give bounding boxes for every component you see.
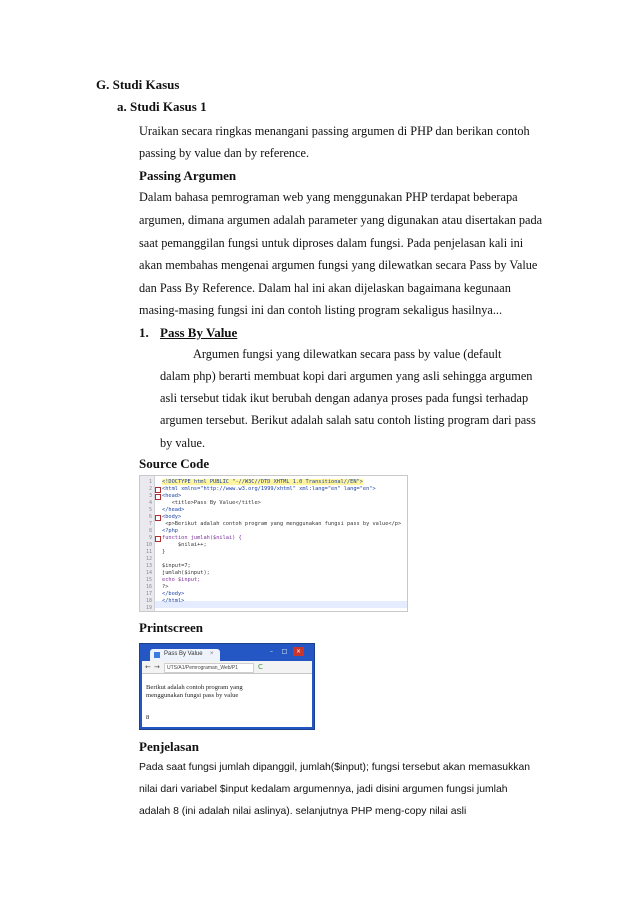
line-number: 2 [148, 486, 152, 492]
subsection-heading: a. Studi Kasus 1 [117, 99, 207, 114]
line-number: 3 [148, 493, 152, 499]
code-line: <body> [162, 514, 182, 520]
browser-toolbar [142, 661, 312, 674]
paragraph-line: Dalam bahasa pemrograman web yang menggunakan PHP terdapat beberapa [139, 190, 518, 204]
line-number: 18 [145, 598, 152, 604]
code-line: <html xmlns="http://www.w3.org/1999/xhtml" xml:lang="en" lang="en"> [162, 486, 376, 492]
code-line: </body> [162, 591, 185, 597]
fold-marker-icon [155, 536, 161, 542]
paragraph-line: asli tersebut tidak ikut berubah dengan adanya proses pada fungsi terhadap [160, 391, 529, 405]
line-number: 1 [148, 479, 152, 485]
code-editor-screenshot [139, 475, 408, 612]
line-number: 10 [145, 542, 152, 548]
line-number: 11 [145, 549, 152, 555]
line-number: 9 [148, 535, 152, 541]
back-arrow-icon: ← [145, 663, 151, 671]
intro-line: passing by value dan by reference. [139, 146, 310, 160]
page-output: 8 [146, 714, 150, 721]
tab-close-icon: × [210, 651, 214, 657]
code-line: $nilai++; [162, 542, 207, 548]
penjelasan-line: Pada saat fungsi jumlah dipanggil, jumlah($input); fungsi tersebut akan memasukkan [139, 762, 531, 773]
code-line: jumlah($input); [162, 570, 210, 576]
browser-page-content [142, 674, 312, 727]
section-heading: G. Studi Kasus [96, 77, 180, 92]
paragraph-line: dan Pass By Reference. Dalam hal ini akan dijelaskan bagaimana kegunaan [139, 281, 511, 295]
pass-by-value-number: 1. [139, 325, 149, 340]
browser-tab [150, 649, 220, 661]
penjelasan-line: adalah 8 (ini adalah nilai aslinya). selanjutnya PHP meng-copy nilai asli [139, 806, 467, 817]
paragraph-line: Argumen fungsi yang dilewatkan secara pass by value (default [193, 347, 502, 361]
code-line: </head> [162, 507, 185, 513]
pass-by-value-title: Pass By Value [160, 325, 238, 340]
code-line: echo $input; [162, 577, 201, 583]
line-number: 5 [148, 507, 152, 513]
line-number: 16 [145, 584, 152, 590]
paragraph-line: argumen tersebut. Berikut adalah salah satu contoh listing program dari pass [160, 413, 536, 427]
code-line: <p>Berikut adalah contoh program yang menggunakan fungsi pass by value</p> [162, 521, 402, 527]
penjelasan-label: Penjelasan [139, 739, 199, 754]
line-number: 19 [145, 605, 152, 611]
line-number: 17 [145, 591, 152, 597]
page-paragraph: Berikut adalah contoh program yang menggunakan fungsi pass by value [146, 684, 243, 699]
code-line: } [162, 549, 166, 555]
intro-line: Uraikan secara ringkas menangani passing argumen di PHP dan berikan contoh [139, 124, 530, 138]
minimize-icon: – [270, 648, 273, 655]
line-number: 8 [148, 528, 152, 534]
code-line: $input=7; [162, 563, 191, 569]
line-number: 7 [148, 521, 152, 527]
code-line: <head> [162, 493, 182, 499]
code-line: function jumlah($nilai) { [162, 535, 242, 541]
paragraph-line: masing-masing fungsi ini dan contoh listing program sekaligus hasilnya... [139, 303, 503, 317]
forward-arrow-icon: → [154, 663, 160, 671]
paragraph-line: argumen, dimana argumen adalah parameter yang digunakan atau disertakan pada [139, 213, 543, 227]
code-line: ?> [162, 584, 169, 590]
line-number: 13 [145, 563, 152, 569]
code-line: <title>Pass By Value</title> [162, 500, 261, 506]
code-line: </html> [162, 598, 185, 604]
reload-icon: C [258, 663, 263, 671]
paragraph-line: by value. [160, 436, 206, 450]
paragraph-line: dalam php) berarti membuat kopi dari argumen yang asli sehingga argumen [160, 369, 533, 383]
address-bar: UTS/A1/Pemrograman_Web/P1 [164, 663, 254, 673]
fold-marker-icon [155, 515, 161, 521]
paragraph-line: saat pemanggilan fungsi untuk diproses dalam fungsi. Pada penjelasan kali ini [139, 236, 524, 250]
fold-marker-icon [155, 487, 161, 493]
line-number: 6 [148, 514, 152, 520]
passing-argumen-title: Passing Argumen [139, 168, 237, 183]
code-line: <!DOCTYPE html PUBLIC "-//W3C//DTD XHTML 1.0 Transitional//EN"> [162, 479, 363, 485]
browser-window-screenshot [139, 643, 315, 730]
line-number: 15 [145, 577, 152, 583]
penjelasan-line: nilai dari variabel $input kedalam argumennya, jadi disini argumen fungsi jumlah [139, 784, 508, 795]
line-number: 4 [148, 500, 152, 506]
fold-marker-icon [155, 494, 161, 500]
current-line-highlight [155, 601, 407, 608]
code-line: <?php [162, 528, 178, 534]
source-code-label: Source Code [139, 456, 210, 471]
window-close-icon: × [293, 647, 304, 656]
page-icon [154, 652, 160, 658]
browser-tab-title: Pass By Value [164, 651, 203, 657]
printscreen-label: Printscreen [139, 620, 204, 635]
maximize-icon: □ [281, 648, 288, 655]
paragraph-line: akan membahas mengenai argumen fungsi yang dilewatkan secara Pass by Value [139, 258, 538, 272]
line-number: 12 [145, 556, 152, 562]
line-number: 14 [145, 570, 152, 576]
